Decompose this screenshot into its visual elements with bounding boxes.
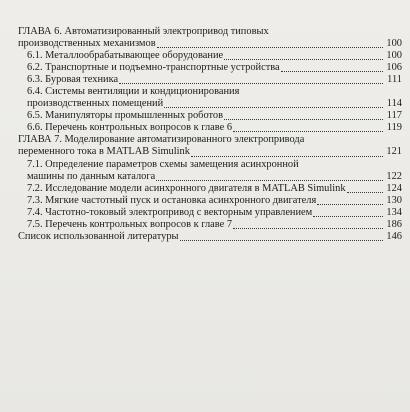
toc-entry [18, 62, 402, 74]
dot-leader [233, 131, 383, 132]
toc-title: ГЛАВА 6. Автоматизированный электропривод типовых [18, 26, 269, 37]
dot-leader [164, 107, 383, 108]
toc-title: 6.5. Манипуляторы промышленных роботов [27, 110, 224, 122]
toc-entry [18, 146, 402, 158]
toc-title: 7.4. Частотно-токовый электропривод с векторным управлением [27, 206, 313, 218]
toc-title: переменного тока в MATLAB Simulink [18, 146, 190, 158]
toc-line [18, 86, 402, 98]
toc-title: Список использованной литературы [18, 230, 179, 242]
toc-entry [18, 110, 402, 122]
toc-page-number: 106 [386, 62, 402, 74]
toc-entry [18, 122, 402, 134]
dot-leader [180, 240, 383, 241]
toc-page-number: 114 [386, 98, 402, 110]
dot-leader [317, 204, 383, 205]
toc-line [18, 26, 402, 38]
dot-leader [224, 119, 383, 120]
toc-entry [18, 219, 402, 231]
toc-title: 7.3. Мягкие частотный пуск и остановка асинхронного двигателя [27, 194, 317, 206]
toc-title: 7.2. Исследование модели асинхронного двигателя в MATLAB Simulink [27, 182, 346, 194]
toc-page-number: 111 [387, 74, 402, 86]
toc-page-number: 134 [386, 206, 402, 218]
toc-entry [18, 50, 402, 62]
dot-leader [233, 228, 383, 229]
toc-title: производственных помещений [27, 98, 164, 110]
toc-title: производственных механизмов [18, 38, 156, 50]
toc-entry [18, 171, 402, 183]
toc-entry [18, 207, 402, 219]
toc-page-number: 124 [386, 182, 402, 194]
toc-line [18, 159, 402, 171]
toc-title: ГЛАВА 7. Моделирование автоматизированного электропривода [18, 134, 305, 146]
toc-title: 6.3. Буровая техника [27, 74, 119, 86]
dot-leader [313, 216, 383, 217]
toc-page-number: 130 [386, 194, 402, 206]
dot-leader [191, 156, 383, 157]
toc-title: машины по данным каталога [27, 170, 156, 182]
dot-leader [224, 59, 383, 60]
toc-page-number: 100 [386, 50, 402, 62]
dot-leader [281, 71, 383, 72]
toc-title: 6.2. Транспортные и подъемно-транспортные устройства [27, 62, 280, 74]
toc-page-number: 119 [386, 122, 402, 134]
dot-leader [119, 83, 383, 84]
toc-entry [18, 74, 402, 86]
toc-entry [18, 231, 402, 243]
toc-page-number: 117 [386, 110, 402, 122]
toc-title: 6.4. Системы вентиляции и кондиционирования [27, 86, 240, 98]
toc-entry [18, 195, 402, 207]
toc-page-number: 122 [386, 170, 402, 182]
toc-page-number: 100 [386, 38, 402, 50]
toc-entry [18, 98, 402, 110]
table-of-contents [18, 26, 402, 243]
toc-page-number: 186 [386, 218, 402, 230]
dot-leader [157, 47, 383, 48]
toc-entry [18, 38, 402, 50]
dot-leader [156, 180, 383, 181]
dot-leader [347, 192, 383, 193]
toc-entry [18, 183, 402, 195]
toc-title: 6.1. Металлообрабатывающее оборудование [27, 50, 224, 62]
toc-title: 7.5. Перечень контрольных вопросов к главе 7 [27, 218, 233, 230]
toc-title: 6.6. Перечень контрольных вопросов к главе 6 [27, 122, 233, 134]
toc-page-number: 121 [386, 146, 402, 158]
toc-page-number: 146 [386, 230, 402, 242]
toc-title: 7.1. Определение параметров схемы замещения асинхронной [27, 158, 299, 170]
toc-line [18, 134, 402, 146]
